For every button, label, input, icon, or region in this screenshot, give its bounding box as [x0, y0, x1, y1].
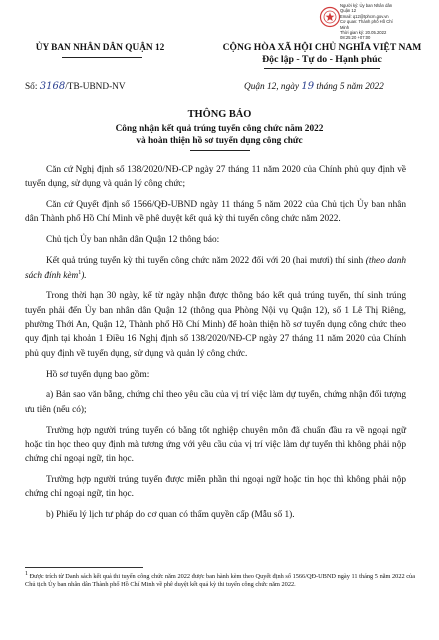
national-title: CỘNG HÒA XÃ HỘI CHỦ NGHĨA VIỆT NAM	[222, 42, 422, 53]
place-date	[244, 81, 384, 92]
signature-line: Email: q12@tphcm.gov.vn	[340, 13, 389, 19]
result-attachment-close: ).	[81, 270, 87, 281]
paragraph-deadline: Trong thời hạn 30 ngày, kể từ ngày nhận được thông báo kết quả trúng tuyển, thí sinh trúng tuyển phải đến Ủy ban nhân dân Quận 12 (thông qua Phòng Nội vụ Quận 12), số 1 Lê Thị Riêng, phường Thới An, Quận 12, Thành phố Hồ Chí Minh) để hoàn thiện hồ sơ tuyển dụng công chức theo quy định tại khoản 1 Điều 16 Nghị định số 138/2020/NĐ-CP ngày 27 tháng 11 năm 2020 của Chính phủ quy định về tuyển dụng, sử dụng và quản lý công chức.	[25, 291, 406, 359]
national-motto: Độc lập - Tự do - Hạnh phúc	[262, 54, 382, 65]
issuing-organization: ỦY BAN NHÂN DÂN QUẬN 12	[35, 43, 165, 53]
signature-line: Quận 12	[340, 8, 357, 14]
footnote-ref: 1	[78, 269, 82, 276]
result-attachment-note: (theo danh sách đính kèm	[25, 256, 407, 281]
signature-line: 08:25:20 +07:00	[340, 35, 371, 41]
divider	[62, 57, 142, 58]
paragraph-item-a-note-1: Trường hợp người trúng tuyển có bằng tốt nghiệp chuyên môn đã chuẩn đầu ra về ngoại ngữ hoặc tin học theo quy định mà tương ứng với yêu cầu của vị trí việc làm dự tuyển thì không phải nộp chứng chỉ ngoại ngữ, tin học.	[25, 425, 406, 465]
paragraph-result	[25, 254, 406, 283]
footnote	[25, 570, 415, 590]
document-body	[25, 163, 406, 529]
paragraph-item-a: a) Bản sao văn bằng, chứng chỉ theo yêu cầu của vị trí việc làm dự tuyển, chứng nhận đối tượng ưu tiên (nếu có);	[25, 390, 406, 415]
signature-line: Minh	[340, 24, 350, 30]
place-date-suffix: tháng 5 năm 2022	[316, 82, 384, 92]
footnote-text: Được trích từ Danh sách kết quả thi tuyển công chức năm 2022 được ban hành kèm theo Quyết định số 1566/QĐ-UBND ngày 11 tháng 5 năm 2022 của Chủ tịch Ủy ban nhân dân Thành phố Hồ Chí Minh về phê duyệt kết quả kỳ thi tuyển công chức năm 2022.	[25, 573, 415, 589]
document-subtitle-line-1: Công nhận kết quả trúng tuyển công chức năm 2022	[115, 124, 324, 134]
place-date-prefix: Quận 12, ngày	[244, 82, 300, 92]
paragraph-dossier-intro: Hồ sơ tuyển dụng bao gồm:	[46, 369, 150, 380]
document-number-suffix: /TB-UBND-NV	[65, 82, 126, 92]
day-handwritten: 19	[301, 81, 315, 92]
document-number-handwritten: 3168	[39, 81, 66, 92]
paragraph-item-b: b) Phiếu lý lịch tư pháp do cơ quan có thẩm quyền cấp (Mẫu số 1).	[46, 510, 295, 521]
document-number	[25, 81, 126, 92]
paragraph-legal-basis-1: Căn cứ Nghị định số 138/2020/NĐ-CP ngày 27 tháng 11 năm 2020 của Chính phủ quy định về tuyển dụng, sử dụng và quản lý công chức;	[25, 165, 406, 190]
signature-line: Người ký: Ủy ban Nhân dân	[340, 3, 393, 8]
signature-line: Thời gian ký: 20.05.2022	[340, 30, 387, 36]
divider	[190, 150, 250, 151]
signature-line: Cơ quan: Thành phố Hồ Chí	[340, 19, 393, 25]
footnote-number: 1	[25, 570, 28, 577]
digital-seal-icon	[319, 6, 341, 28]
footnote-divider	[25, 567, 143, 568]
document-subtitle-line-2: và hoàn thiện hồ sơ tuyển dụng công chức	[136, 136, 303, 146]
divider	[264, 68, 380, 69]
document-title: THÔNG BÁO	[187, 109, 252, 120]
result-text: Kết quả trúng tuyển kỳ thi tuyển công chức năm 2022 đối với 20 (hai mươi) thí sinh	[46, 256, 366, 267]
paragraph-legal-basis-2: Căn cứ Quyết định số 1566/QĐ-UBND ngày 11 tháng 5 năm 2022 của Chủ tịch Ủy ban nhân dân Thành phố Hồ Chí Minh về phê duyệt kết quả kỳ thi tuyển công chức năm 2022.	[25, 200, 406, 225]
paragraph-announcement-intro: Chủ tịch Ủy ban nhân dân Quận 12 thông báo:	[46, 235, 220, 246]
document-number-prefix: Số:	[25, 82, 38, 92]
paragraph-item-a-note-2: Trường hợp người trúng tuyển được miễn phần thi ngoại ngữ hoặc tin học thì không phải nộp chứng chỉ ngoại ngữ, tin học.	[25, 475, 406, 500]
signature-info	[340, 3, 436, 41]
